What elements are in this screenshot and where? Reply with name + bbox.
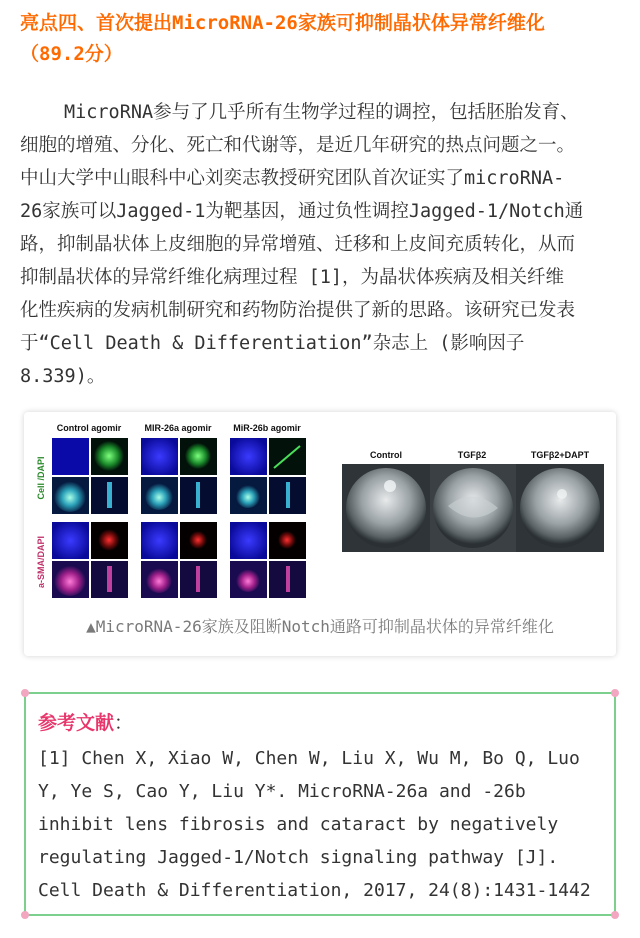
heading-line-1: 亮点四、首次提出MicroRNA-26家族可抑制晶状体异常纤维化	[20, 12, 545, 34]
reference-line: [1] Chen X, Xiao W, Chen W, Liu X, Wu M, Bo Q, Luo	[38, 748, 580, 769]
panel-header: Control agomir	[56, 423, 122, 433]
reference-line: inhibit lens fibrosis and cataract by negatively	[38, 814, 559, 835]
paragraph-line: 路，抑制晶状体上皮细胞的异常增殖、迁移和上皮间充质转化，从而	[20, 234, 576, 255]
paragraph-line: 于“Cell Death & Differentiation”杂志上 (影响因子	[20, 333, 525, 354]
figure-card	[24, 412, 616, 656]
lens-header: TGFβ2+DAPT	[530, 450, 590, 460]
references-box	[24, 692, 616, 916]
corner-dot-icon	[611, 911, 619, 919]
reference-line: Cell Death & Differentiation, 2017, 24(8):1431-1442	[38, 880, 591, 901]
heading-line-2: （89.2分）	[20, 43, 123, 65]
paragraph-line: 化性疾病的发病机制研究和药物防治提供了新的思路。该研究已发表	[20, 300, 576, 321]
article-heading	[20, 8, 620, 70]
references-heading-colon: ：	[114, 712, 134, 734]
panel-header: MIR-26a agomir	[144, 423, 212, 433]
paragraph-line: 8.339)。	[20, 366, 106, 387]
paragraph-line: MicroRNA参与了几乎所有生物学过程的调控，包括胚胎发育、	[64, 102, 579, 123]
row-label-bottom: a-SMA/DAPI	[36, 535, 46, 589]
corner-dot-icon	[21, 911, 29, 919]
panel-header: MiR-26b agomir	[233, 423, 301, 433]
corner-dot-icon	[611, 689, 619, 697]
article-paragraph	[20, 96, 624, 393]
corner-dot-icon	[21, 689, 29, 697]
reference-entry	[38, 742, 610, 907]
lens-header: Control	[370, 450, 402, 460]
references-heading	[38, 708, 133, 738]
paragraph-line: 抑制晶状体的异常纤维化病理过程 [1]，为晶状体疾病及相关纤维	[20, 267, 565, 288]
paragraph-line: 26家族可以Jagged-1为靶基因，通过负性调控Jagged-1/Notch通	[20, 201, 584, 222]
references-heading-label: 参考文献	[38, 712, 115, 734]
figure-caption: ▲MicroRNA-26家族及阻断Notch通路可抑制晶状体的异常纤维化	[86, 617, 554, 636]
reference-line: Y, Ye S, Cao Y, Liu Y*. MicroRNA-26a and -26b	[38, 781, 526, 802]
lens-header: TGFβ2	[457, 450, 487, 460]
paragraph-line: 中山大学中山眼科中心刘奕志教授研究团队首次证实了microRNA-	[20, 168, 565, 189]
lens-photos	[342, 464, 604, 552]
paragraph-line: 细胞的增殖、分化、死亡和代谢等，是近几年研究的热点问题之一。	[20, 135, 576, 156]
row-label-top: Cell /DAPI	[36, 456, 46, 500]
research-figure-image	[30, 416, 610, 612]
reference-line: regulating Jagged-1/Notch signaling pathway [J].	[38, 847, 559, 868]
